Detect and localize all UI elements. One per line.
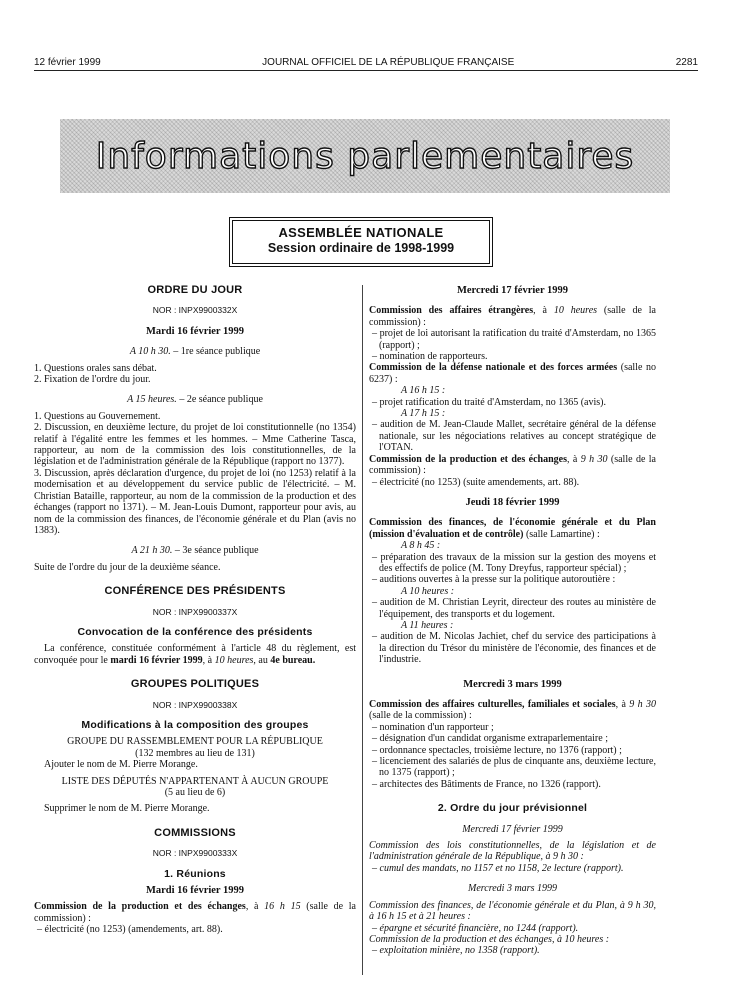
group-action: Supprimer le nom de M. Pierre Morange. — [44, 803, 210, 815]
commissions-heading: COMMISSIONS — [154, 826, 236, 839]
group-name: LISTE DES DÉPUTÉS N'APPARTENANT À AUCUN GROUPE — [61, 775, 329, 787]
forecast-commission: Commission des finances, de l'économie générale et du Plan, à 9 h 30, à 16 h 15 et à 21 heures : — [369, 899, 656, 923]
commission-entry: Commission de la défense nationale et des forces armées (salle no 6237) : — [369, 362, 657, 385]
nor-reference: NOR : INPX9900338X — [152, 699, 238, 710]
commission-item: – audition de M. Nicolas Jachiet, chef du service des participations à la direction du Trésor du ministère de l'économie, des finances et de l'industrie. — [372, 631, 656, 666]
session-name: Session ordinaire de 1998-1999 — [267, 241, 455, 255]
left-column — [34, 285, 356, 936]
time-slot: A 11 heures : — [401, 619, 454, 631]
sitting-date: Mardi 16 février 1999 — [145, 325, 245, 337]
nor-reference: NOR : INPX9900332X — [152, 305, 238, 316]
forecast-item: – épargne et sécurité financière, no 1244 (rapport). — [372, 922, 579, 934]
commission-item: – projet ratification du traité d'Amsterdam, no 1365 (avis). — [372, 396, 606, 408]
groupes-subheading: Modifications à la composition des groupes — [81, 718, 309, 731]
group-action: Ajouter le nom de M. Pierre Morange. — [44, 759, 198, 771]
commission-item: – préparation des travaux de la mission sur la gestion des moyens et des effectifs de police (M. Tony Dreyfus, rapporteur spécial) ; — [372, 551, 656, 574]
agenda-item: 3. Discussion, après déclaration d'urgence, du projet de loi (no 1253) relatif à la modernisation et au développement du service public de l'électricité. – M. Christian Bataille, rapporteur, au nom de la commission de la production et des échanges (rapport no 1371). – M. Jean-Louis Dumont, rapporteur pour avis, au nom de la commission des finances, de l'économie générale et du Plan (avis no 1383). — [34, 467, 356, 536]
commission-item: – auditions ouvertes à la presse sur la politique autoroutière : — [372, 574, 616, 586]
time-slot: A 10 heures : — [401, 585, 455, 597]
nor-reference: NOR : INPX9900333X — [152, 848, 238, 859]
sitting-date: Mardi 16 février 1999 — [145, 885, 245, 897]
forecast-date: Mercredi 17 février 1999 — [462, 823, 563, 835]
time-slot: A 16 h 15 : — [401, 385, 446, 397]
seance-heading: A 15 heures. – 2e séance publique — [127, 394, 263, 406]
right-column — [369, 285, 656, 957]
forecast-commission: Commission de la production et des échanges, à 10 heures : — [369, 933, 610, 945]
agenda-item: 1. Questions au Gouvernement. — [34, 410, 161, 422]
commission-item: – architectes des Bâtiments de France, no 1326 (rapport). — [372, 778, 601, 790]
house-name: ASSEMBLÉE NATIONALE — [278, 225, 444, 240]
forecast-item: – exploitation minière, no 1358 (rapport). — [372, 945, 540, 957]
forecast-commission: Commission des lois constitutionnelles, de la législation et de l'administration générale de la République, à 9 h 30 : — [369, 840, 656, 863]
commission-item: – désignation d'un candidat organisme extraparlementaire ; — [372, 733, 608, 745]
commission-item: – ordonnance spectacles, troisième lecture, no 1376 (rapport) ; — [372, 744, 622, 756]
commission-item: – licenciement des salariés de plus de cinquante ans, deuxième lecture, no 1375 (rapport) ; — [372, 756, 656, 779]
house-box — [232, 220, 490, 264]
previsionnel-heading: 2. Ordre du jour prévisionnel — [437, 802, 588, 815]
commission-entry: Commission de la production et des échanges, à 9 h 30 (salle de la commission) : — [369, 453, 656, 477]
commission-item: – projet de loi autorisant la ratification du traité d'Amsterdam, no 1365 (rapport) ; — [372, 328, 656, 351]
reunions-heading: 1. Réunions — [164, 867, 226, 880]
commission-item: – électricité (no 1253) (amendements, art. 88). — [37, 924, 223, 936]
commission-item: – audition de M. Christian Leyrit, directeur des routes au ministère de l'équipement, des transports et du logement. — [372, 597, 656, 620]
group-name: GROUPE DU RASSEMBLEMENT POUR LA RÉPUBLIQUE — [67, 736, 323, 748]
column-divider — [362, 285, 363, 975]
conference-subheading: Convocation de la conférence des présidents — [77, 625, 313, 638]
agenda-item: 2. Fixation de l'ordre du jour. — [34, 374, 151, 386]
time-slot: A 17 h 15 : — [401, 408, 446, 420]
running-header — [34, 57, 698, 68]
sitting-date: Mercredi 3 mars 1999 — [463, 678, 562, 690]
conference-text: La conférence, constituée conformément à l'article 48 du règlement, est convoquée pour le mardi 16 février 1999, à 10 heures, au 4e bureau. — [34, 643, 356, 666]
header-page-number: 2281 — [675, 57, 698, 68]
header-date: 12 février 1999 — [34, 57, 101, 68]
groupes-heading: GROUPES POLITIQUES — [130, 678, 260, 691]
header-rule — [34, 70, 698, 71]
banner-title: Informations parlementaires — [95, 135, 635, 177]
conference-heading: CONFÉRENCE DES PRÉSIDENTS — [104, 585, 286, 598]
commission-entry: Commission des affaires culturelles, familiales et sociales, à 9 h 30 (salle de la commission) : — [369, 699, 656, 722]
seance-heading: A 10 h 30. – 1re séance publique — [129, 346, 261, 358]
commission-item: – nomination d'un rapporteur ; — [372, 721, 494, 733]
commission-entry: Commission des finances, de l'économie générale et du Plan (mission d'évaluation et de contrôle) (salle Lamartine) : — [369, 517, 656, 540]
agenda-item: 2. Discussion, en deuxième lecture, du projet de loi constitutionnelle (no 1354) relatif à l'égalité entre les femmes et les hommes. – Mme Catherine Tasca, rapporteur, au nom de la commission des lois constitutionnelles, de la législation et de l'administration générale de la République (rapport no 1377). — [34, 422, 356, 468]
forecast-date: Mercredi 3 mars 1999 — [468, 883, 557, 895]
commission-item: – audition de M. Jean-Claude Mallet, secrétaire général de la défense nationale, sur les négociations relatives au concept stratégique de l'OTAN. — [372, 419, 656, 454]
commission-item: – électricité (no 1253) (suite amendements, art. 88). — [372, 476, 580, 488]
group-count: (5 au lieu de 6) — [164, 787, 226, 798]
commission-entry: Commission des affaires étrangères, à 10 heures (salle de la commission) : — [369, 305, 656, 328]
section-banner — [60, 119, 670, 193]
forecast-item: – cumul des mandats, no 1157 et no 1158, 2e lecture (rapport). — [372, 862, 624, 874]
agenda-item: Suite de l'ordre du jour de la deuxième séance. — [34, 561, 221, 573]
sitting-date: Jeudi 18 février 1999 — [465, 496, 560, 508]
nor-reference: NOR : INPX9900337X — [152, 606, 238, 617]
time-slot: A 8 h 45 : — [401, 540, 441, 552]
seance-heading: A 21 h 30. – 3e séance publique — [131, 545, 259, 557]
group-count: (132 membres au lieu de 131) — [135, 747, 255, 759]
commission-entry: Commission de la production et des échanges, à 16 h 15 (salle de la commission) : — [34, 901, 356, 924]
sitting-date: Mercredi 17 février 1999 — [456, 285, 569, 296]
header-journal-title: JOURNAL OFFICIEL DE LA RÉPUBLIQUE FRANÇAISE — [262, 57, 515, 68]
ordre-du-jour-heading: ORDRE DU JOUR — [147, 284, 243, 296]
commission-item: – nomination de rapporteurs. — [372, 351, 488, 363]
agenda-item: 1. Questions orales sans débat. — [34, 362, 157, 374]
